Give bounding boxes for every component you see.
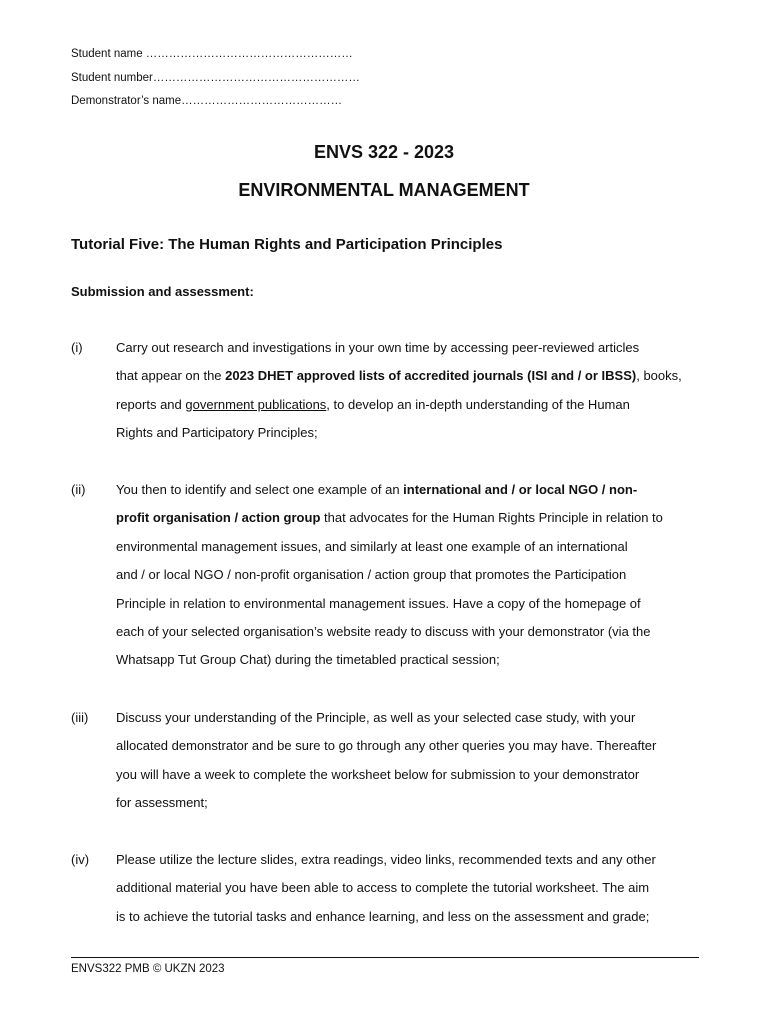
item-line xyxy=(116,874,699,902)
text-run: that appear on the xyxy=(116,368,226,384)
item-line xyxy=(116,732,699,760)
bold-text-run: profit organisation / action group xyxy=(116,510,321,526)
text-run: Whatsapp Tut Group Chat) during the timetabled practical session; xyxy=(116,652,500,668)
item-text xyxy=(116,704,699,818)
item-line xyxy=(116,590,699,618)
item-text xyxy=(116,334,699,448)
text-run: environmental management issues, and similarly at least one example of an international xyxy=(116,538,628,554)
item-line xyxy=(116,533,699,561)
text-run: that advocates for the Human Rights Principle in relation to xyxy=(320,510,663,526)
submission-heading: Submission and assessment: xyxy=(71,284,254,299)
footer-divider xyxy=(71,957,699,958)
text-run: Principle in relation to environmental management issues. Have a copy of the homepage of xyxy=(116,595,641,611)
text-run: allocated demonstrator and be sure to go through any other queries you may have. Thereafter xyxy=(116,738,657,754)
item-line xyxy=(116,362,699,390)
item-number: (i) xyxy=(71,340,83,355)
item-line xyxy=(116,419,699,447)
tutorial-title: Tutorial Five: The Human Rights and Participation Principles xyxy=(71,236,503,253)
item-line xyxy=(116,391,699,419)
underlined-text-run: government publications xyxy=(185,396,327,412)
item-line xyxy=(116,476,699,504)
text-run: You then to identify and select one example of an xyxy=(116,482,404,497)
page-footer: ENVS322 PMB © UKZN 2023 xyxy=(71,963,225,975)
student-name-field: Student name ……………………………………………… xyxy=(71,48,353,60)
text-run: additional material you have been able to access to complete the tutorial worksheet. The aim xyxy=(116,880,650,896)
student-number-field: Student number……………………………………………… xyxy=(71,72,360,84)
item-line xyxy=(116,618,699,646)
text-run: reports and xyxy=(116,396,186,412)
text-run: for assessment; xyxy=(116,795,208,811)
course-title: ENVIRONMENTAL MANAGEMENT xyxy=(238,180,530,200)
item-text xyxy=(116,476,699,675)
item-line xyxy=(116,903,699,931)
item-line xyxy=(116,789,699,817)
course-code: ENVS 322 - 2023 xyxy=(313,142,455,162)
bold-text-run: international and / or local NGO / non- xyxy=(403,482,638,497)
item-number: (iii) xyxy=(71,710,89,725)
item-line xyxy=(116,704,699,732)
text-run: you will have a week to complete the worksheet below for submission to your demonstrator xyxy=(116,766,640,782)
bold-text-run: 2023 DHET approved lists of accredited journals (ISI and / or IBSS) xyxy=(225,368,637,384)
text-run: and / or local NGO / non-profit organisation / action group that promotes the Participation xyxy=(116,567,627,583)
text-run: is to achieve the tutorial tasks and enhance learning, and less on the assessment and grade; xyxy=(116,908,650,924)
item-line xyxy=(116,561,699,589)
item-line xyxy=(116,761,699,789)
demonstrator-name-field: Demonstrator’s name…………………………………… xyxy=(71,95,343,107)
text-run: Please utilize the lecture slides, extra readings, video links, recommended texts and any other xyxy=(116,852,656,867)
item-text xyxy=(116,846,699,931)
text-run: , to develop an in-depth understanding of the Human xyxy=(326,396,630,412)
text-run: Discuss your understanding of the Principle, as well as your selected case study, with your xyxy=(116,710,636,725)
text-run: , books, xyxy=(636,368,682,384)
item-line xyxy=(116,504,699,532)
item-line xyxy=(116,646,699,674)
text-run: Rights and Participatory Principles; xyxy=(116,425,318,441)
text-run: each of your selected organisation’s website ready to discuss with your demonstrator (via the xyxy=(116,623,651,639)
item-number: (iv) xyxy=(71,852,90,867)
text-run: Carry out research and investigations in your own time by accessing peer-reviewed articles xyxy=(116,340,640,355)
item-number: (ii) xyxy=(71,482,86,497)
item-line xyxy=(116,334,699,362)
item-line xyxy=(116,846,699,874)
